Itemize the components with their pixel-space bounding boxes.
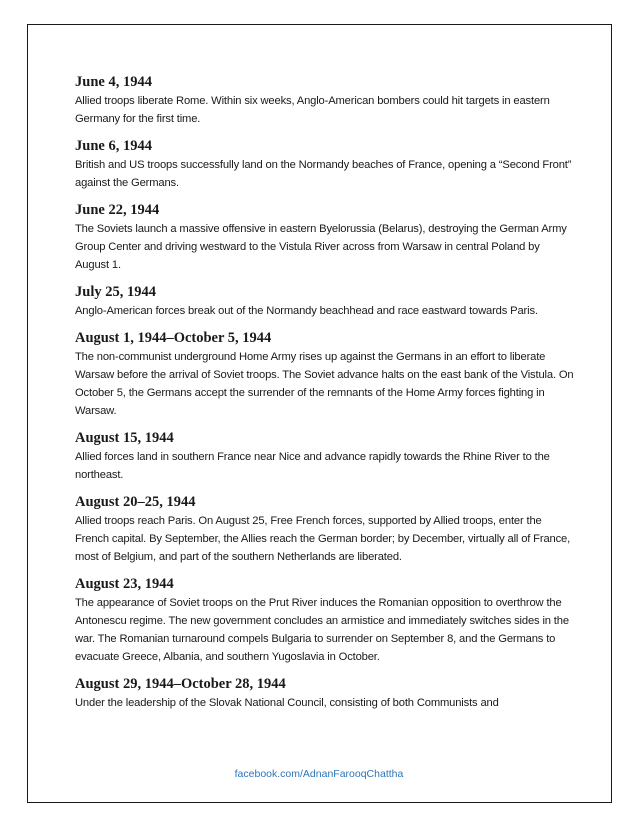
entry-date: August 15, 1944 [75, 430, 174, 446]
entry-date: August 1, 1944–October 5, 1944 [75, 330, 272, 346]
entry-date: June 22, 1944 [75, 202, 160, 218]
timeline-entry [75, 200, 575, 274]
timeline-entry [75, 282, 575, 320]
entry-date: August 20–25, 1944 [75, 494, 196, 510]
entry-date: August 23, 1944 [75, 576, 174, 592]
facebook-link[interactable]: facebook.com/AdnanFarooqChattha [234, 768, 404, 780]
entry-date: June 4, 1944 [75, 74, 152, 90]
entry-text: British and US troops successfully land on the Normandy beaches of France, opening a “Second Front” against the Germans. [75, 159, 572, 189]
entry-text: Allied troops reach Paris. On August 25, Free French forces, supported by Allied troops, enter the French capital. By September, the Allies reach the German border; by December, virtually all of France, most of Belgium, and part of the southern Netherlands are liberated. [75, 515, 571, 563]
entry-text: The Soviets launch a massive offensive in eastern Byelorussia (Belarus), destroying the German Army Group Center and driving westward to the Vistula River across from Warsaw in central Poland by August 1. [75, 223, 567, 271]
entry-text: Anglo-American forces break out of the Normandy beachhead and race eastward towards Paris. [75, 305, 538, 317]
entry-date: June 6, 1944 [75, 138, 152, 154]
entry-text: Allied troops liberate Rome. Within six weeks, Anglo-American bombers could hit targets in eastern Germany for the first time. [75, 95, 550, 125]
entry-date: August 29, 1944–October 28, 1944 [75, 676, 286, 692]
timeline-entry [75, 574, 575, 666]
timeline [75, 72, 575, 720]
timeline-entry [75, 674, 575, 712]
timeline-entry [75, 428, 575, 484]
entry-text: Allied forces land in southern France near Nice and advance rapidly towards the Rhine River to the northeast. [75, 451, 550, 481]
entry-text: The appearance of Soviet troops on the Prut River induces the Romanian opposition to overthrow the Antonescu regime. The new government concludes an armistice and immediately switches sides in the war. The Romanian turnaround compels Bulgaria to surrender on September 8, and the Germans to evacuate Greece, Albania, and southern Yugoslavia in October. [75, 597, 569, 663]
timeline-entry [75, 72, 575, 128]
entry-text: Under the leadership of the Slovak National Council, consisting of both Communists and [75, 697, 499, 709]
timeline-entry [75, 136, 575, 192]
entry-date: July 25, 1944 [75, 284, 156, 300]
timeline-entry [75, 328, 575, 420]
entry-text: The non-communist underground Home Army rises up against the Germans in an effort to liberate Warsaw before the arrival of Soviet troops. The Soviet advance halts on the east bank of the Vistula. On October 5, the Germans accept the surrender of the remnants of the Home Army forces fighting in Warsaw. [75, 351, 574, 417]
timeline-entry [75, 492, 575, 566]
